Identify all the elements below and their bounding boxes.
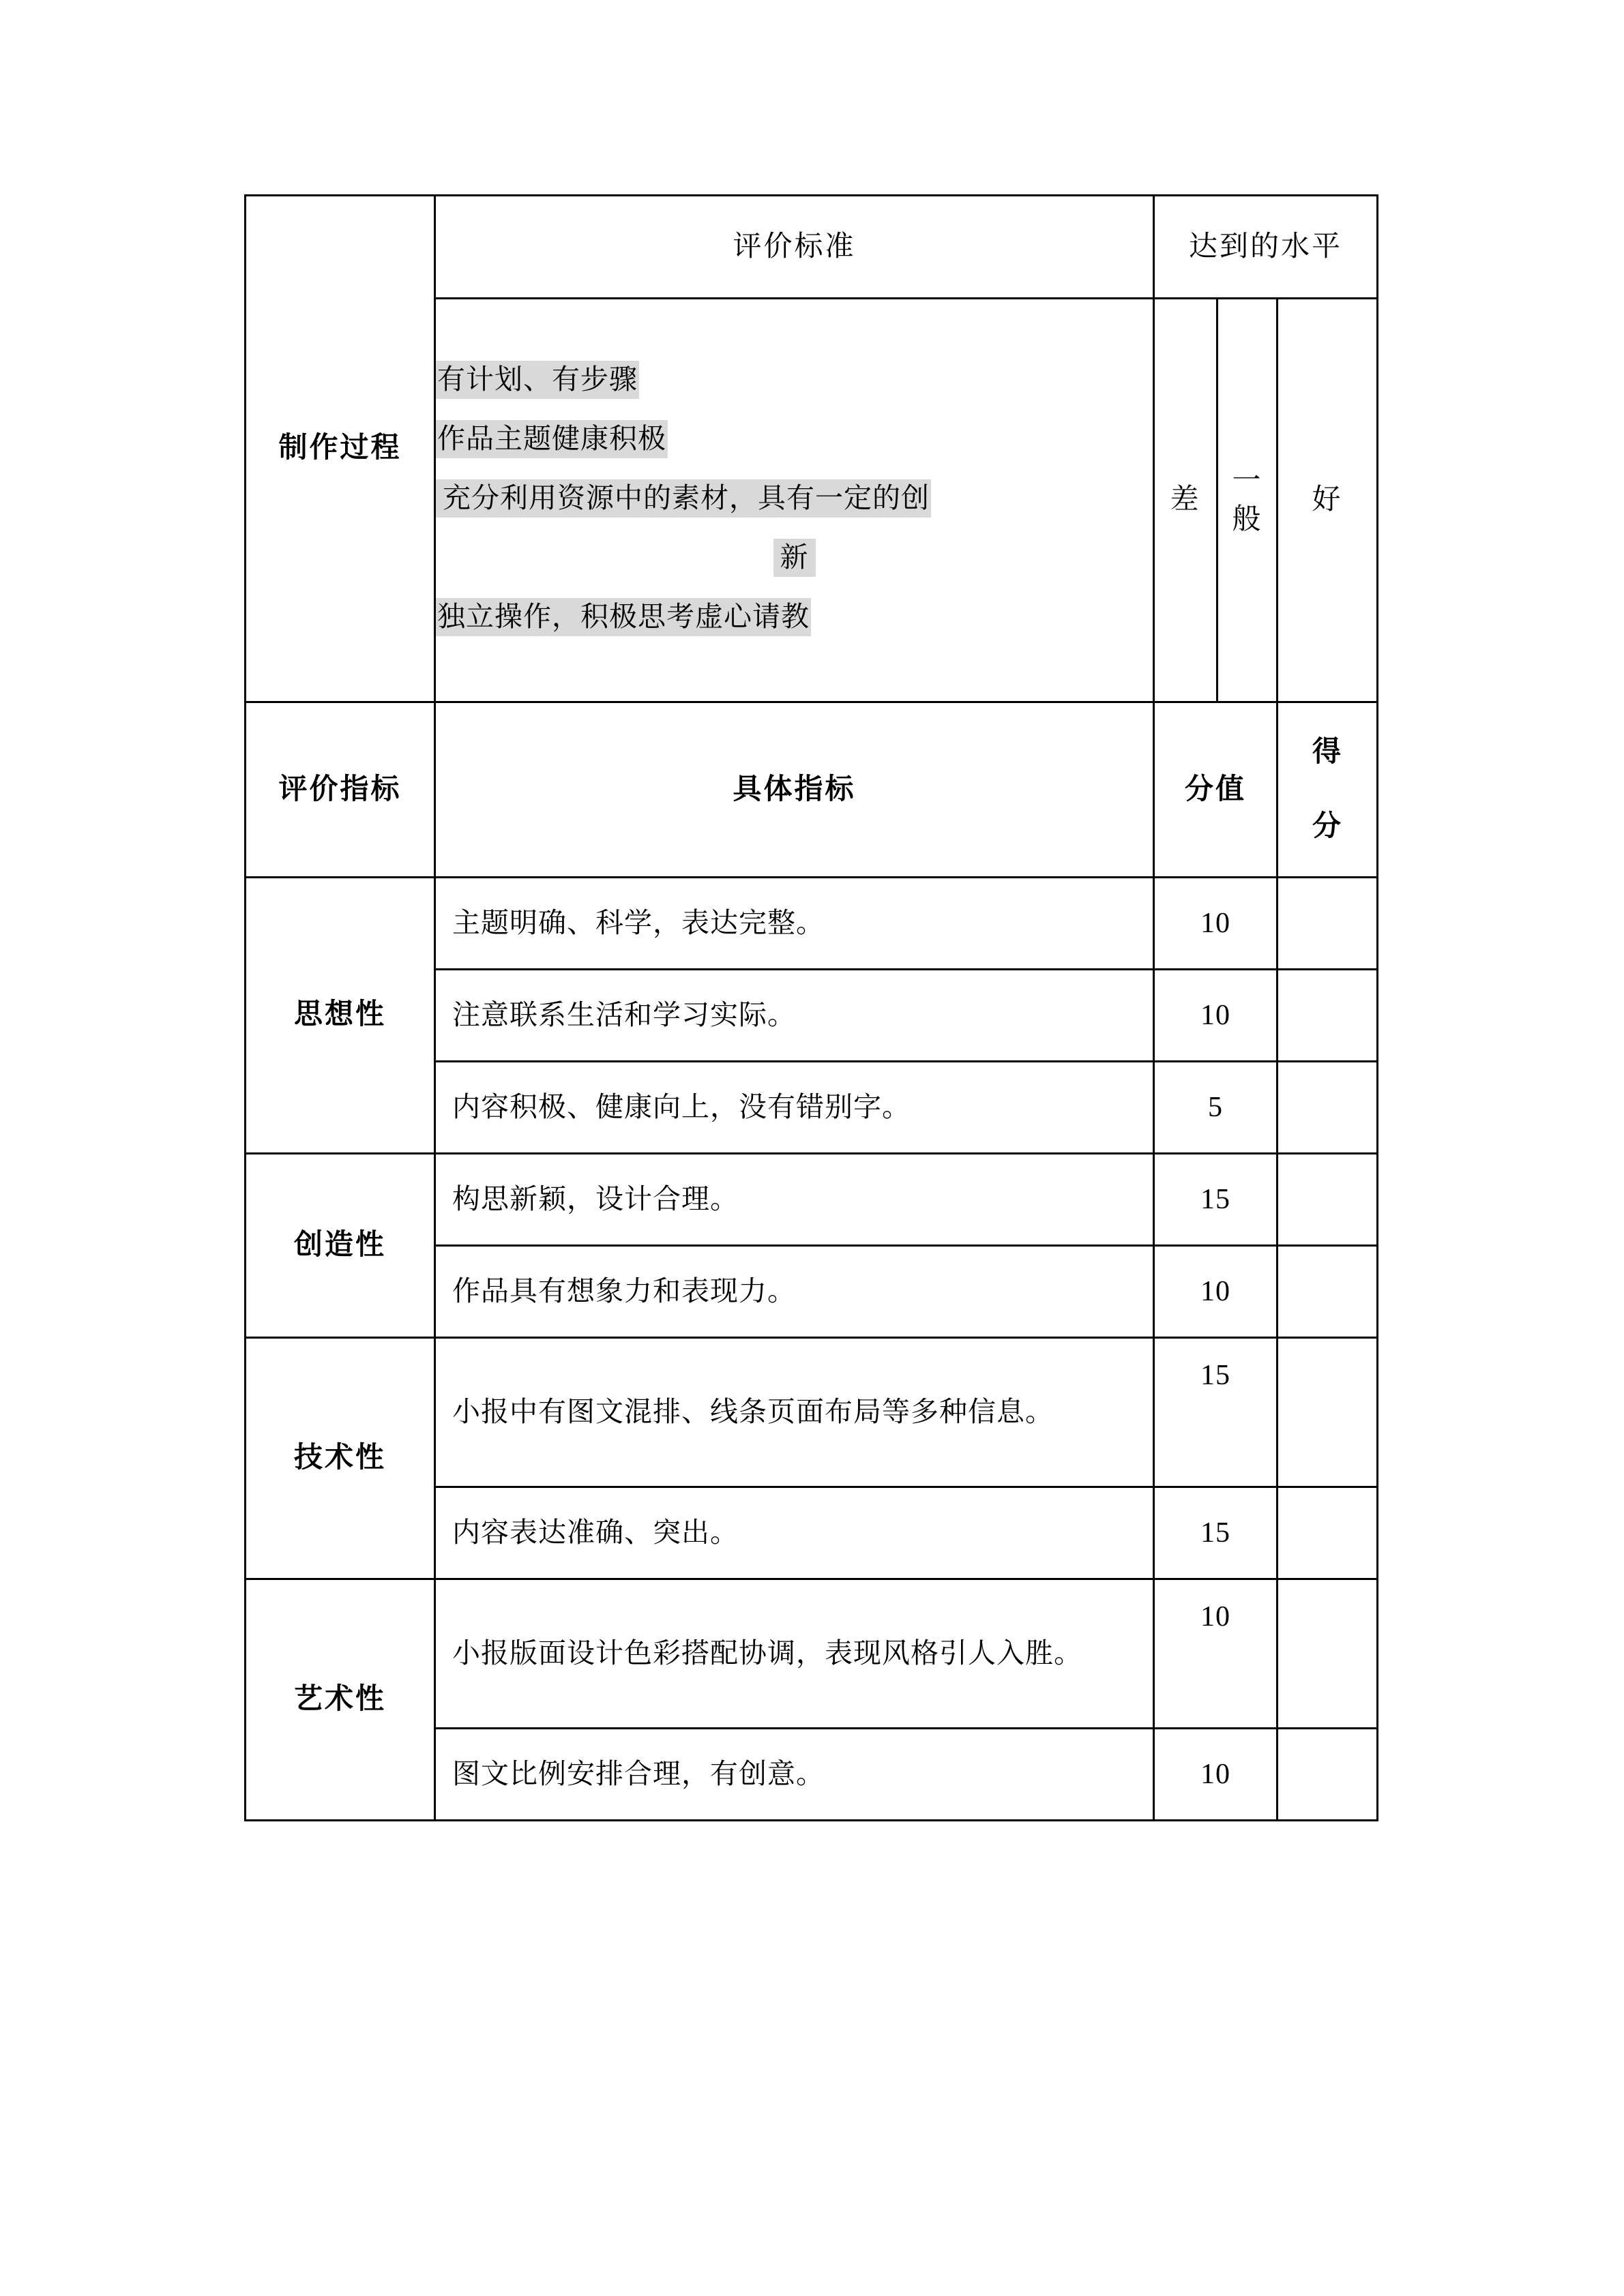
points-cell-2-1 [1154,1487,1278,1579]
detail-cell-0-0 [435,878,1154,970]
process-line-5 [436,602,1153,631]
detail-cell-2-1 [435,1487,1154,1579]
points-value-1-1: 10 [1200,1275,1230,1307]
process-category-label: 制作过程 [278,432,402,464]
process-line-2-text: 作品主题健康积极 [436,420,668,458]
points-header-cell [1154,702,1278,878]
detail-text-3-1: 图文比例安排合理，有创意。 [452,1757,825,1789]
process-line-1 [436,365,1153,394]
points-cell-3-1 [1154,1728,1278,1820]
level-average-label [1218,462,1276,539]
detail-cell-3-1 [435,1728,1154,1820]
score-cell-0-2[interactable] [1278,1061,1378,1153]
level-header-cell [1154,196,1378,299]
points-cell-0-2 [1154,1061,1278,1153]
table-row [246,1153,1378,1245]
detail-cell-1-1 [435,1245,1154,1337]
score-cell-2-0[interactable] [1278,1337,1378,1487]
section-category-cell-1 [246,1153,435,1337]
detail-cell-0-1 [435,969,1154,1061]
criteria-header-cell [435,196,1154,299]
process-line-3 [436,483,1153,513]
points-value-2-1: 15 [1200,1517,1230,1549]
points-value-3-0: 10 [1200,1600,1230,1632]
detail-header-cell [435,702,1154,878]
level-good-label: 好 [1312,484,1343,516]
table-row [246,878,1378,970]
score-cell-3-0[interactable] [1278,1579,1378,1728]
section-category-label-1: 创造性 [293,1229,386,1261]
level-average-line-2: 般 [1232,503,1263,535]
detail-cell-0-2 [435,1061,1154,1153]
points-value-3-1: 10 [1200,1758,1230,1790]
score-cell-0-0[interactable] [1278,878,1378,970]
level-cell-average[interactable] [1217,299,1278,702]
score-header-line-1: 得 [1312,736,1343,768]
detail-cell-2-0 [435,1337,1154,1487]
score-header-label [1278,715,1376,864]
level-cell-poor[interactable] [1154,299,1217,702]
detail-cell-1-0 [435,1153,1154,1245]
detail-text-3-0: 小报版面设计色彩搭配协调，表现风格引人入胜。 [452,1637,1082,1669]
section-category-label-2: 技术性 [293,1442,386,1474]
process-line-2 [436,424,1153,453]
section-category-cell-0 [246,878,435,1154]
score-header-cell [1278,702,1378,878]
level-poor-label: 差 [1170,484,1201,516]
score-header-line-2: 分 [1312,811,1343,842]
detail-text-0-2: 内容积极、健康向上，没有错别字。 [452,1090,911,1122]
table-row [246,1579,1378,1728]
points-cell-2-0 [1154,1337,1278,1487]
score-cell-1-1[interactable] [1278,1245,1378,1337]
points-value-0-2: 5 [1208,1091,1223,1123]
section-category-cell-2 [246,1337,435,1579]
section-category-label-3: 艺术性 [293,1683,386,1715]
process-line-4 [436,543,1153,572]
evaluation-rubric-table [244,194,1378,1821]
section-category-cell-3 [246,1579,435,1820]
level-average-line-1: 一 [1232,464,1263,496]
process-category-cell [246,196,435,702]
points-value-1-0: 15 [1200,1183,1230,1215]
points-cell-3-0 [1154,1579,1278,1728]
detail-text-2-0: 小报中有图文混排、线条页面布局等多种信息。 [452,1395,1054,1427]
table-header-row-criteria [246,196,1378,299]
process-description-cell [435,299,1154,702]
points-cell-1-1 [1154,1245,1278,1337]
table-header-row-indicators [246,702,1378,878]
process-line-4-text: 新 [773,539,816,577]
detail-text-1-1: 作品具有想象力和表现力。 [452,1274,796,1307]
detail-header-label: 具体指标 [733,773,856,805]
detail-text-0-0: 主题明确、科学，表达完整。 [452,907,825,938]
points-value-0-0: 10 [1200,907,1230,939]
detail-text-2-1: 内容表达准确、突出。 [452,1516,739,1548]
indicator-header-label: 评价指标 [278,773,402,805]
score-cell-3-1[interactable] [1278,1728,1378,1820]
points-value-0-1: 10 [1200,999,1230,1031]
score-cell-2-1[interactable] [1278,1487,1378,1579]
process-line-5-text: 独立操作，积极思考虚心请教 [436,598,811,636]
table-row [246,1337,1378,1487]
section-category-label-0: 思想性 [293,999,386,1031]
detail-cell-3-0 [435,1579,1154,1728]
indicator-header-cell [246,702,435,878]
points-cell-0-1 [1154,969,1278,1061]
points-cell-0-0 [1154,878,1278,970]
detail-text-1-0: 构思新颖，设计合理。 [452,1182,739,1214]
detail-text-0-1: 注意联系生活和学习实际。 [452,998,796,1030]
points-value-2-0: 15 [1200,1359,1230,1391]
score-cell-1-0[interactable] [1278,1153,1378,1245]
score-cell-0-1[interactable] [1278,969,1378,1061]
process-line-3-text: 充分利用资源中的素材，具有一定的创 [436,479,931,518]
criteria-header-label: 评价标准 [733,230,856,263]
process-line-1-text: 有计划、有步骤 [436,361,639,399]
level-header-label: 达到的水平 [1189,230,1343,263]
points-header-label: 分值 [1184,773,1246,805]
points-cell-1-0 [1154,1153,1278,1245]
level-cell-good[interactable] [1278,299,1378,702]
